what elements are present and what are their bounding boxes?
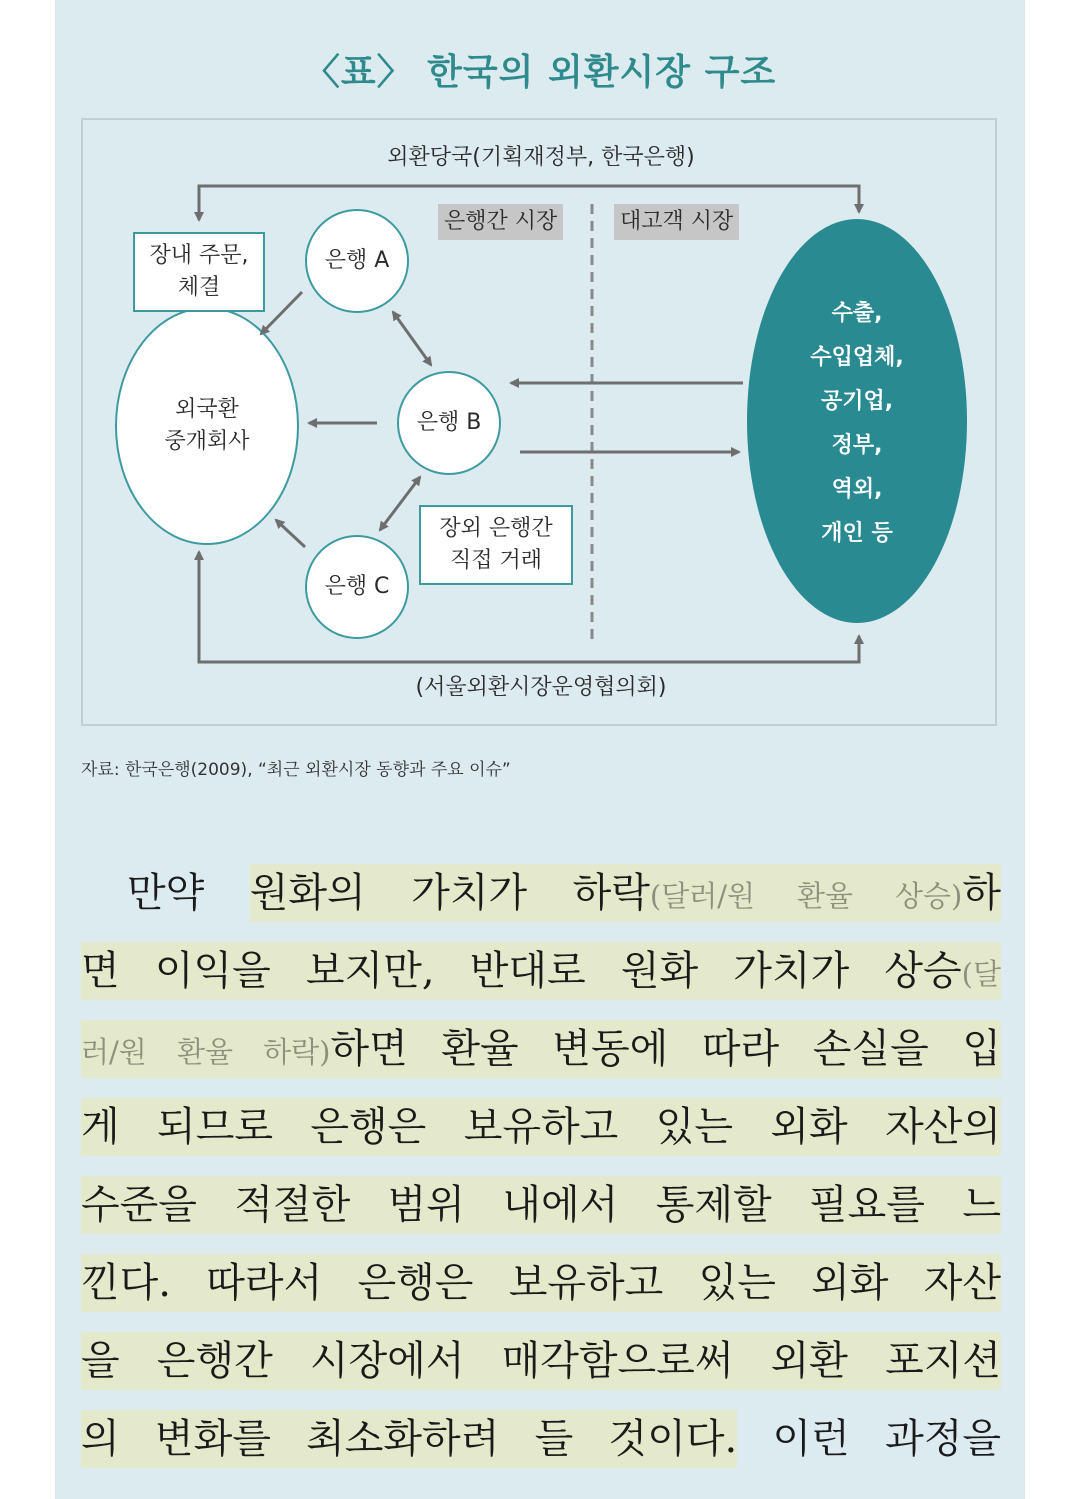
offsite-trade-line2: 직접 거래 — [449, 548, 542, 573]
text-segment: 하 — [962, 870, 1001, 916]
highlight: 의 변화를 최소화하려 들 것이다. — [81, 1410, 737, 1468]
offsite-trade-line1: 장외 은행간 — [439, 516, 553, 541]
text-segment: 원화의 가치가 하락 — [249, 870, 650, 916]
highlight — [81, 942, 1001, 1000]
market-structure-diagram — [81, 118, 997, 726]
customers-line4: 정부, — [831, 433, 883, 458]
text-segment: (달 — [961, 957, 1001, 991]
customers-line2: 수입업체, — [810, 345, 904, 370]
arrow-bank-a-bank-b — [393, 312, 431, 365]
broker-label — [116, 394, 298, 458]
interbank-market-tag: 은행간 시장 — [438, 204, 563, 240]
text-segment: 면 이익을 보지만, 반대로 원화 가치가 상승 — [81, 948, 962, 994]
text-segment: 하면 환율 변동에 따라 손실을 입 — [330, 1026, 1001, 1072]
text-line-1 — [81, 860, 1001, 938]
offsite-direct-trade-box — [419, 505, 573, 585]
bank-a-label: 은행 A — [324, 248, 390, 273]
broker-label-line2: 중개회사 — [164, 429, 250, 454]
arrow-bank-a-to-broker — [261, 292, 302, 334]
customers-line6: 개인 등 — [821, 521, 893, 546]
customers-line5: 역외, — [831, 477, 883, 502]
text-line-3 — [81, 1016, 1001, 1094]
figure-title: 〈표〉 한국의 외환시장 구조 — [303, 52, 777, 93]
highlight: 낀다. 따라서 은행은 보유하고 있는 외화 자산 — [81, 1254, 1001, 1312]
text-line-4 — [81, 1094, 1001, 1172]
customers-line3: 공기업, — [820, 389, 894, 414]
council-label: (서울외환시장운영협의회) — [415, 675, 667, 700]
highlight — [81, 1020, 1001, 1078]
text-segment: 이런 과정을 — [772, 1416, 1001, 1462]
authority-label: 외환당국(기획재정부, 한국은행) — [387, 145, 695, 170]
text-line-2 — [81, 938, 1001, 1016]
text-line-7 — [81, 1328, 1001, 1406]
text-segment: 만약 — [127, 870, 205, 916]
customers-label — [747, 292, 967, 556]
customers-line1: 수출, — [831, 301, 883, 326]
arrow-bank-b-bank-c — [380, 477, 420, 530]
text-segment: (달러/원 환율 상승) — [649, 879, 963, 913]
text-line-6 — [81, 1250, 1001, 1328]
onsite-order-line1: 장내 주문, — [149, 243, 249, 268]
highlight: 을 은행간 시장에서 매각함으로써 외환 포지션 — [81, 1332, 1001, 1390]
highlight: 수준을 적절한 범위 내에서 통제할 필요를 느 — [81, 1176, 1001, 1234]
highlight — [250, 864, 1001, 922]
customer-market-tag: 대고객 시장 — [614, 204, 739, 240]
highlight: 게 되므로 은행은 보유하고 있는 외화 자산의 — [81, 1098, 1001, 1156]
bank-c-label: 은행 C — [324, 574, 390, 599]
arrow-bank-c-to-broker — [276, 520, 305, 547]
text-line-8 — [81, 1406, 1001, 1484]
text-segment: 러/원 환율 하락) — [81, 1035, 331, 1069]
onsite-order-box — [133, 232, 265, 312]
broker-label-line1: 외국환 — [175, 397, 239, 422]
body-paragraph — [81, 860, 1001, 1484]
bank-b-label: 은행 B — [416, 410, 482, 435]
onsite-order-line2: 체결 — [177, 275, 221, 300]
figure-source-caption: 자료: 한국은행(2009), “최근 외환시장 동향과 주요 이슈” — [81, 760, 511, 780]
text-line-5 — [81, 1172, 1001, 1250]
